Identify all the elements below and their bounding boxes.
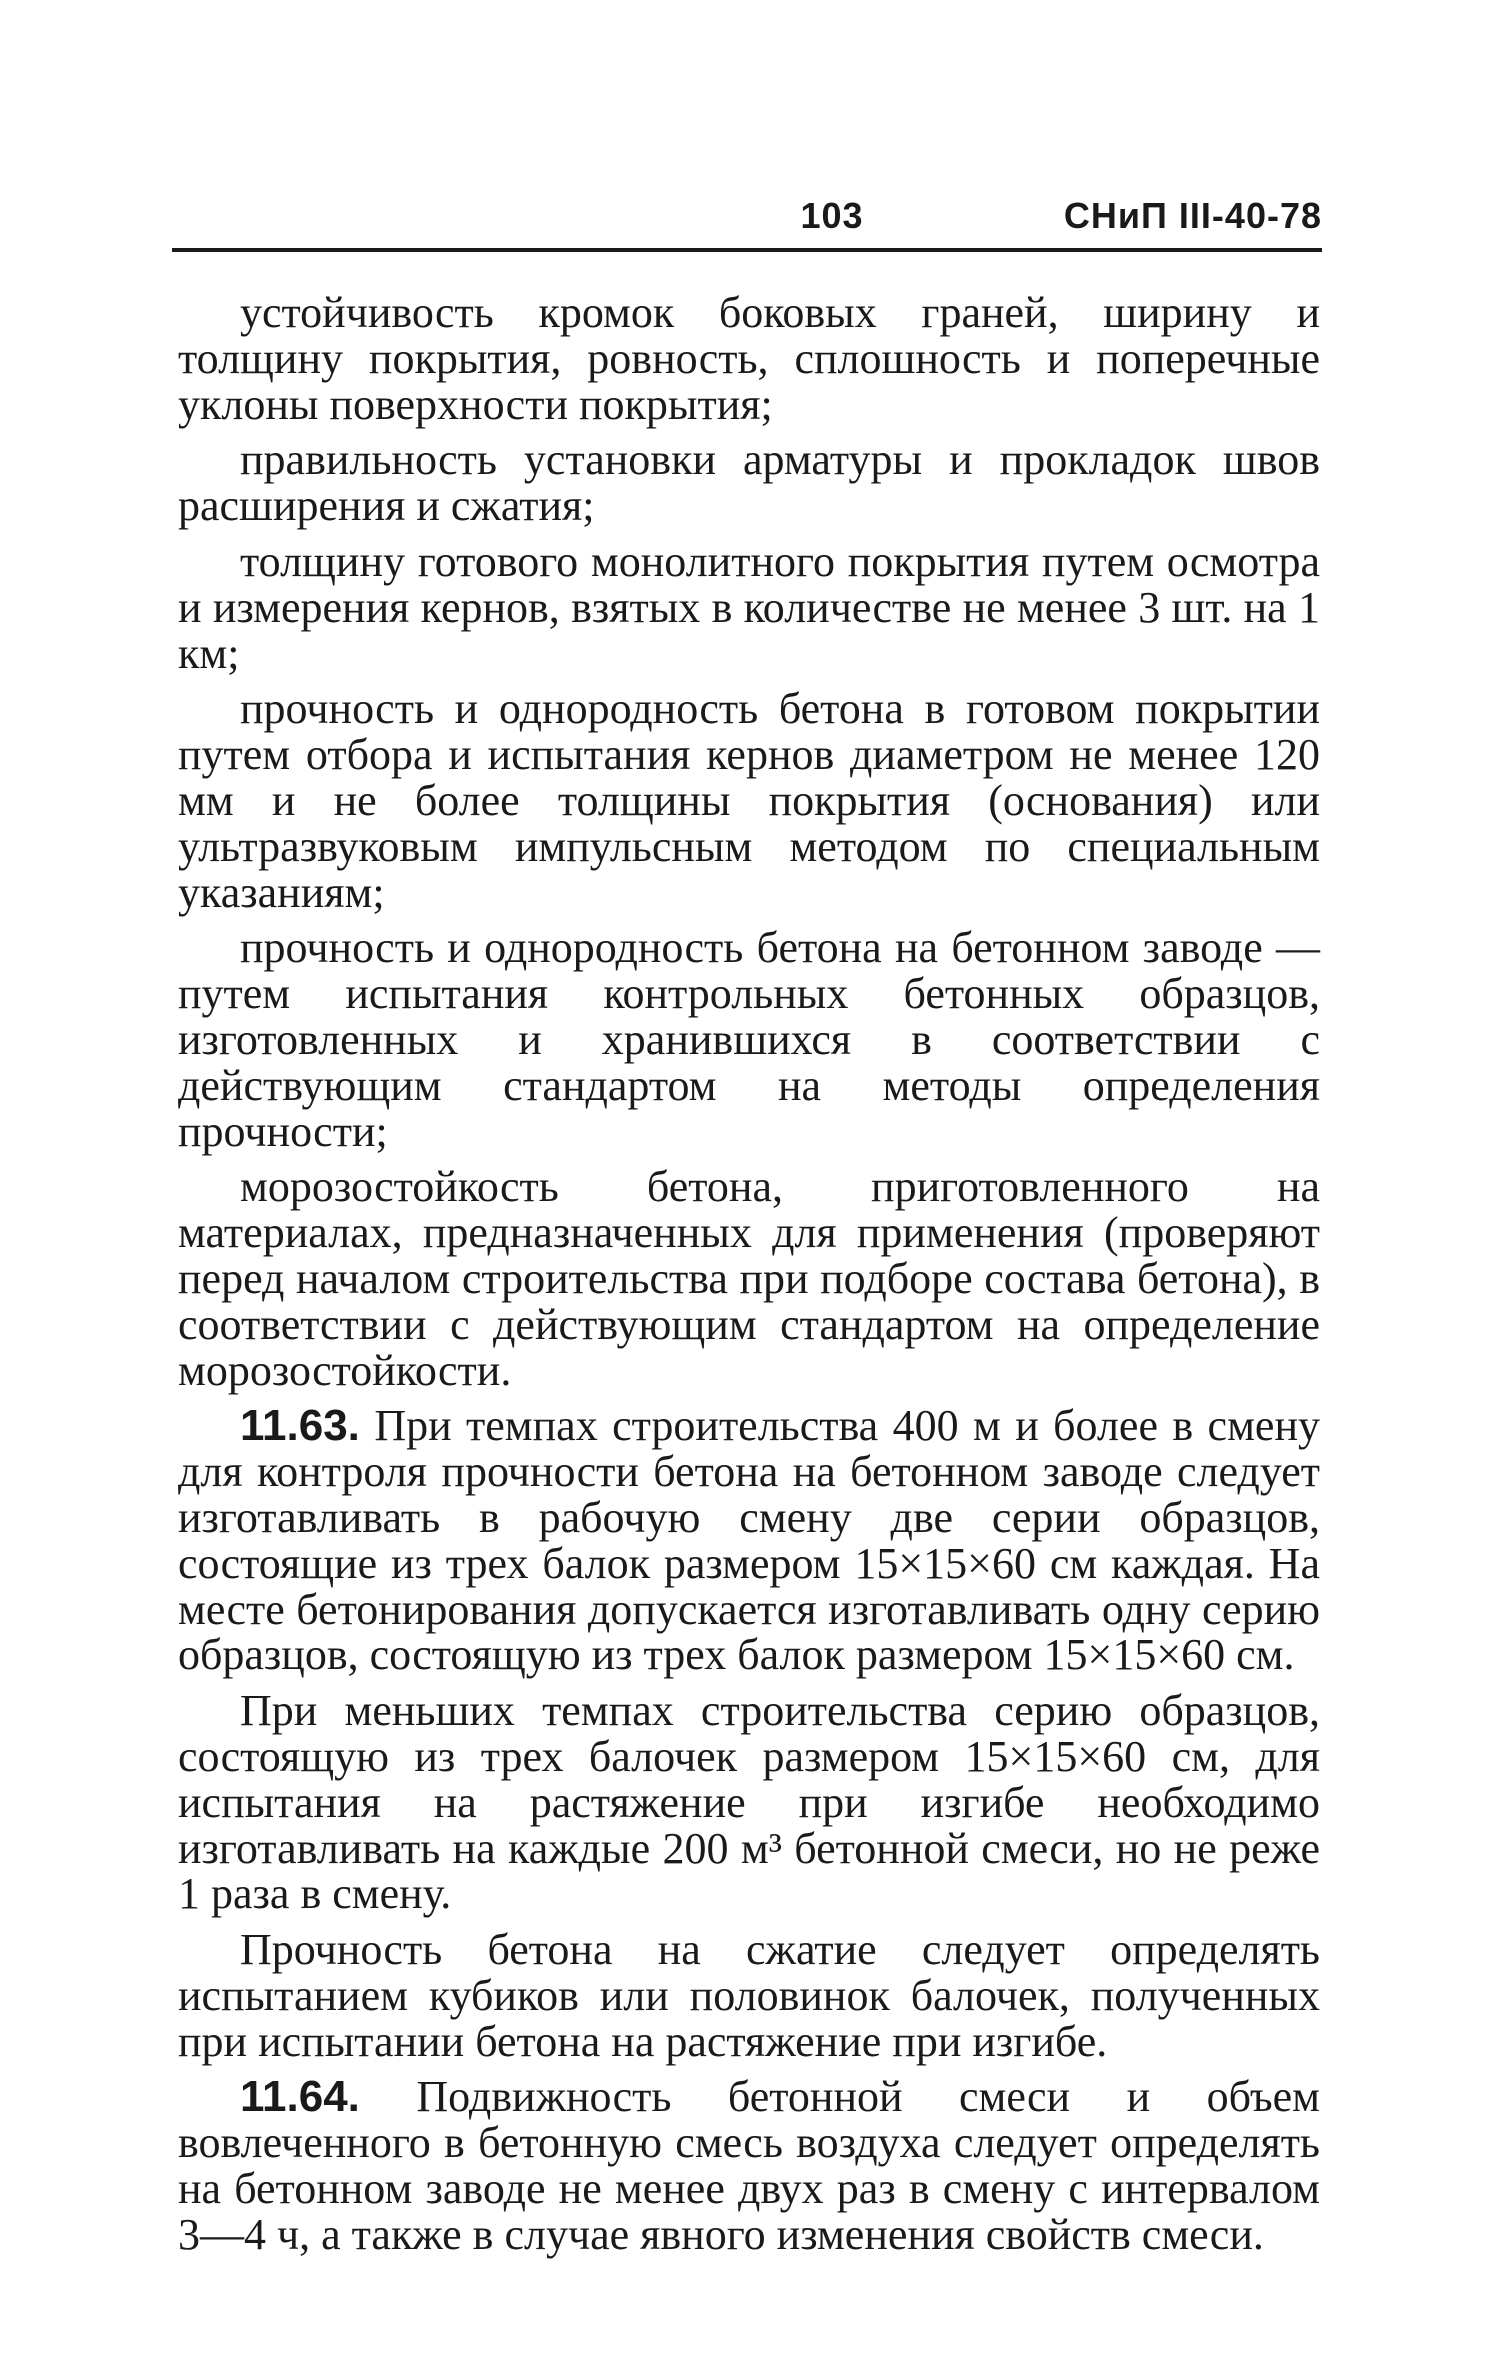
paragraph: При меньших темпах строительства серию образцов, состоящую из трех балочек размером 15×15×60 см, для испытания на растяжение при изгибе необходимо изготавливать на каждые 200 м³ бетонной смеси, но не реже 1 раза в смену. [178,1686,1320,1919]
paragraph: прочность и однородность бетона на бетонном заводе — путем испытания контрольных бетонных образцов, изготовленных и хранившихся в соответствии с действующим стандартом на методы определения прочности; [178,923,1320,1156]
body-text [178,290,1320,2268]
paragraph: прочность и однородность бетона в готовом покрытии путем отбора и испытания кернов диаметром не менее 120 мм и не более толщины покрытия (основания) или ультразвуковым импульсным методом по специальным указаниям; [178,684,1320,917]
paragraph: устойчивость кромок боковых граней, ширину и толщину покрытия, ровность, сплошность и поперечные уклоны поверхности покрытия; [178,288,1320,429]
page-number: 103 [800,195,864,236]
document-code: СНиП III-40-78 [1063,195,1322,236]
page-header [172,195,1322,255]
paragraph: толщину готового монолитного покрытия путем осмотра и измерения кернов, взятых в количестве не менее 3 шт. на 1 км; [178,536,1320,678]
clause-11-63: 11.63. При темпах строительства 400 м и более в смену для контроля прочности бетона на бетонном заводе следует изготавливать в рабочую смену две серии образцов, состоящие из трех балок размером 15×15×60 см каждая. На месте бетонирования допускается изготавливать одну серию образцов, состоящую из трех балок размером 15×15×60 см. [178,1401,1321,1680]
paragraph: Прочность бетона на сжатие следует определять испытанием кубиков или половинок балочек, полученных при испытании бетона на растяжение при изгибе. [178,1925,1320,2066]
clause-number: 11.63. [240,1401,360,1451]
clause-number: 11.64. [240,2072,360,2122]
header-rule [172,248,1322,252]
clause-11-64: 11.64. Подвижность бетонной смеси и объем вовлеченного в бетонную смесь воздуха следует определять на бетонном заводе не менее двух раз в смену с интервалом 3—4 ч, а также в случае явного изменения свойств смеси. [178,2072,1320,2259]
paragraph: правильность установки арматуры и прокладок швов расширения и сжатия; [178,435,1320,531]
paragraph: морозостойкость бетона, приготовленного на материалах, предназначенных для применения (проверяют перед началом строительства при подборе состава бетона), в соответствии с действующим стандартом на определение морозостойкости. [178,1162,1320,1395]
